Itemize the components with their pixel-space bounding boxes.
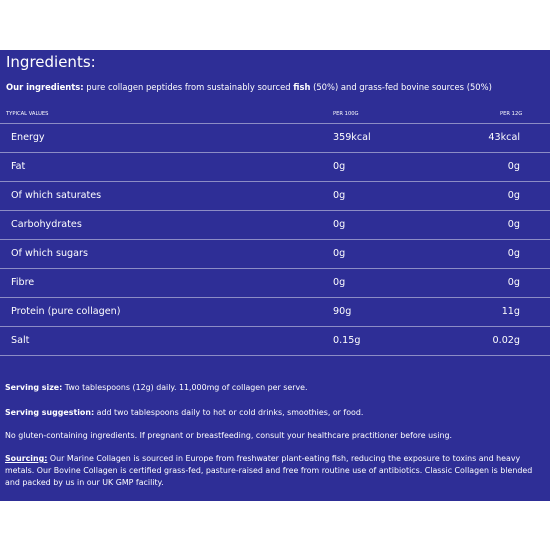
table-row	[0, 239, 550, 268]
row-per-100g: 0g	[333, 190, 346, 201]
ingredients-highlight: fish	[293, 82, 311, 92]
row-name: Energy	[11, 132, 45, 143]
row-per-12g: 43kcal	[488, 132, 520, 143]
serving-suggestion-label: Serving suggestion:	[5, 408, 95, 417]
row-per-100g: 0g	[333, 248, 346, 259]
row-per-100g: 90g	[333, 306, 352, 317]
ingredients-title: Ingredients:	[6, 53, 96, 71]
serving-suggestion-text: add two tablespoons daily to hot or cold drinks, smoothies, or food.	[94, 408, 364, 417]
sourcing-text: Our Marine Collagen is sourced in Europe from freshwater plant-eating fish, reducing the exposure to toxins and heavy metals. Our Bovine Collagen is certified grass-fed, pasture-raised and free from routine use of antibiotics. Classic Collagen is blended and packed by us in our UK GMP facility.	[5, 454, 533, 487]
ingredients-label: Our ingredients:	[6, 82, 84, 92]
ingredients-line	[6, 81, 492, 93]
header-per-100g: PER 100G	[333, 111, 359, 117]
table-row	[0, 181, 550, 210]
ingredients-text-before: pure collagen peptides from sustainably sourced	[83, 82, 294, 92]
row-name: Fat	[11, 161, 26, 172]
nutrition-table	[0, 123, 550, 356]
table-row	[0, 326, 550, 356]
gluten-note: No gluten-containing ingredients. If pregnant or breastfeeding, consult your healthcare practitioner before using.	[5, 431, 452, 440]
row-per-100g: 0g	[333, 161, 346, 172]
sourcing-label: Sourcing:	[5, 454, 48, 463]
serving-size-note	[5, 382, 308, 394]
row-name: Of which saturates	[11, 190, 102, 201]
row-per-100g: 0.15g	[333, 335, 361, 346]
row-per-100g: 0g	[333, 277, 346, 288]
nutrition-panel	[0, 50, 550, 501]
table-row	[0, 297, 550, 326]
row-per-12g: 0g	[507, 219, 520, 230]
row-per-12g: 11g	[501, 306, 520, 317]
row-per-12g: 0g	[507, 161, 520, 172]
serving-size-text: Two tablespoons (12g) daily. 11,000mg of collagen per serve.	[62, 383, 308, 392]
row-per-12g: 0.02g	[492, 335, 520, 346]
row-per-100g: 0g	[333, 219, 346, 230]
nutrition-table-header	[0, 108, 550, 120]
row-per-12g: 0g	[507, 277, 520, 288]
table-row	[0, 210, 550, 239]
row-name: Of which sugars	[11, 248, 88, 259]
header-per-12g: PER 12G	[500, 111, 523, 117]
row-name: Carbohydrates	[11, 219, 82, 230]
serving-size-label: Serving size:	[5, 383, 63, 392]
table-row	[0, 268, 550, 297]
row-per-12g: 0g	[507, 248, 520, 259]
row-per-100g: 359kcal	[333, 132, 371, 143]
row-name: Salt	[11, 335, 30, 346]
row-per-12g: 0g	[507, 190, 520, 201]
row-name: Fibre	[11, 277, 35, 288]
sourcing-note	[5, 453, 545, 489]
row-name: Protein (pure collagen)	[11, 306, 121, 317]
header-typical-values: TYPICAL VALUES	[6, 111, 49, 117]
table-row	[0, 152, 550, 181]
table-row	[0, 123, 550, 152]
serving-suggestion-note	[5, 407, 363, 419]
ingredients-text-after: (50%) and grass-fed bovine sources (50%)	[310, 82, 492, 92]
